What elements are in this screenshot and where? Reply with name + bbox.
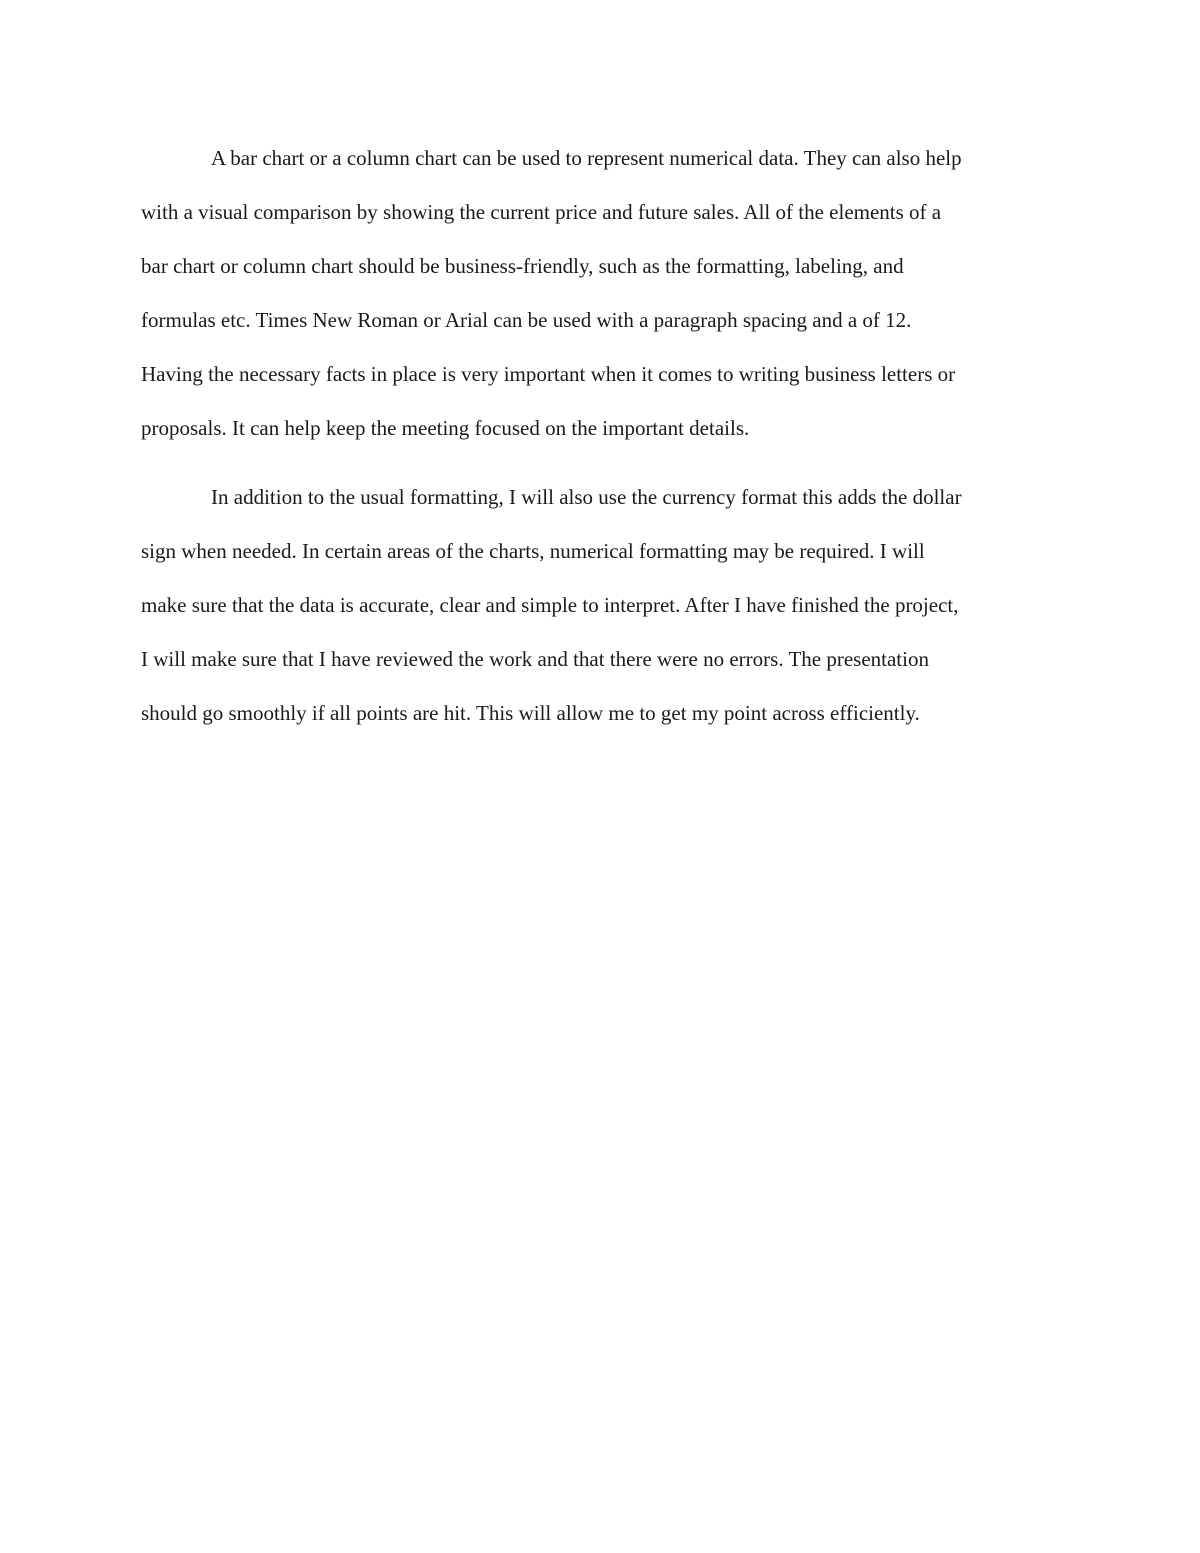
paragraph-2 xyxy=(141,477,1065,747)
paragraph-line: should go smoothly if all points are hit. This will allow me to get my point across efficiently. xyxy=(141,701,920,725)
paragraph-line: In addition to the usual formatting, I will also use the currency format this adds the dollar xyxy=(211,485,962,509)
paragraph-line: proposals. It can help keep the meeting focused on the important details. xyxy=(141,416,750,440)
document-body xyxy=(141,138,1065,747)
paragraph-line: I will make sure that I have reviewed the work and that there were no errors. The presentation xyxy=(141,647,929,671)
paragraph-line: make sure that the data is accurate, clear and simple to interpret. After I have finished the project, xyxy=(141,593,959,617)
paragraph-line: bar chart or column chart should be business-friendly, such as the formatting, labeling, and xyxy=(141,254,904,278)
paragraph-line: A bar chart or a column chart can be used to represent numerical data. They can also help xyxy=(211,146,962,170)
paragraph-line: formulas etc. Times New Roman or Arial can be used with a paragraph spacing and a of 12. xyxy=(141,308,912,332)
paragraph-line: Having the necessary facts in place is very important when it comes to writing business letters or xyxy=(141,362,956,386)
paragraph-line: sign when needed. In certain areas of the charts, numerical formatting may be required. I will xyxy=(141,539,925,563)
paragraph-spacing xyxy=(141,462,1065,477)
paragraph-1 xyxy=(141,138,1065,462)
paragraph-line: with a visual comparison by showing the current price and future sales. All of the elements of a xyxy=(141,200,942,224)
